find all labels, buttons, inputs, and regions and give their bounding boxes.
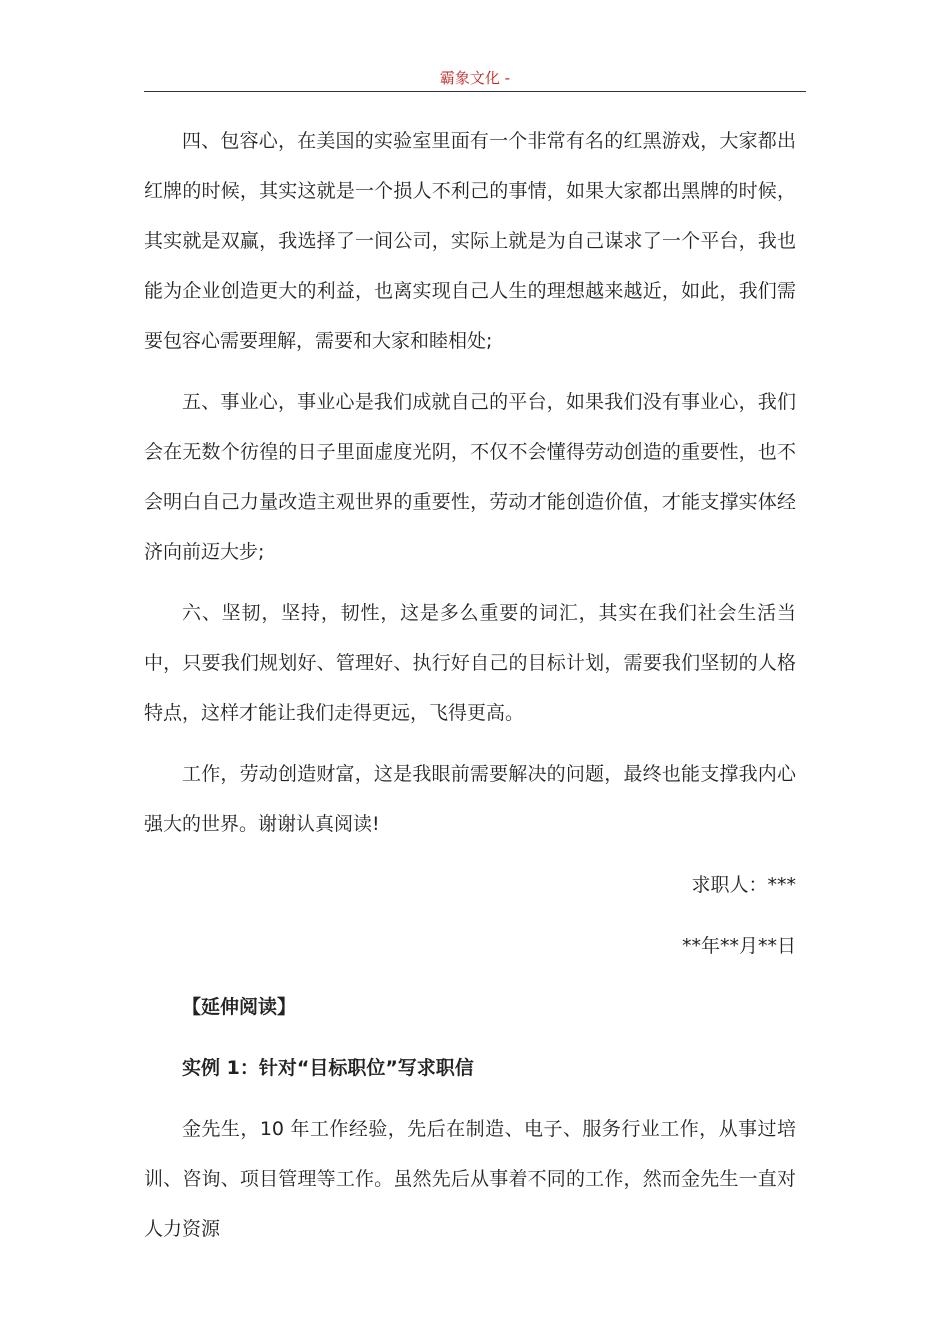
example-paragraph: 金先生，10 年工作经验，先后在制造、电子、服务行业工作，从事过培训、咨询、项目管理等工作。虽然先后从事着不同的工作，然而金先生一直对人力资源: [144, 1118, 796, 1240]
paragraph-career-ambition: 五、事业心，事业心是我们成就自己的平台，如果我们没有事业心，我们会在无数个彷徨的日子里面虚度光阴，不仅不会懂得劳动创造的重要性，也不会明白自己力量改造主观世界的重要性，劳动才能创造价值，才能支撑实体经济向前迈大步;: [144, 391, 796, 563]
paragraph-tolerance: 四、包容心，在美国的实验室里面有一个非常有名的红黑游戏，大家都出红牌的时候，其实这就是一个损人不利己的事情，如果大家都出黑牌的时候，其实就是双赢，我选择了一间公司，实际上就是为自己谋求了一个平台，我也能为企业创造更大的利益，也离实现自己人生的理想越来越近，如此，我们需要包容心需要理解，需要和大家和睦相处;: [144, 130, 796, 352]
example-title: 实例 1：针对“目标职位”写求职信: [182, 1057, 474, 1079]
page-header: [144, 66, 806, 92]
paragraph-perseverance: 六、坚韧，坚持，韧性，这是多么重要的词汇，其实在我们社会生活当中，只要我们规划好、管理好、执行好自己的目标计划，需要我们坚韧的人格特点，这样才能让我们走得更远，飞得更高。: [144, 602, 796, 724]
signature-applicant: 求职人：***: [691, 874, 796, 896]
document-body: [144, 116, 796, 1265]
header-title: 霸象文化 -: [439, 69, 511, 87]
extended-reading-heading: 【延伸阅读】: [182, 996, 297, 1018]
signature-date: **年**月**日: [681, 935, 796, 957]
paragraph-closing: 工作，劳动创造财富，这是我眼前需要解决的问题，最终也能支撑我内心强大的世界。谢谢认真阅读!: [144, 763, 796, 835]
